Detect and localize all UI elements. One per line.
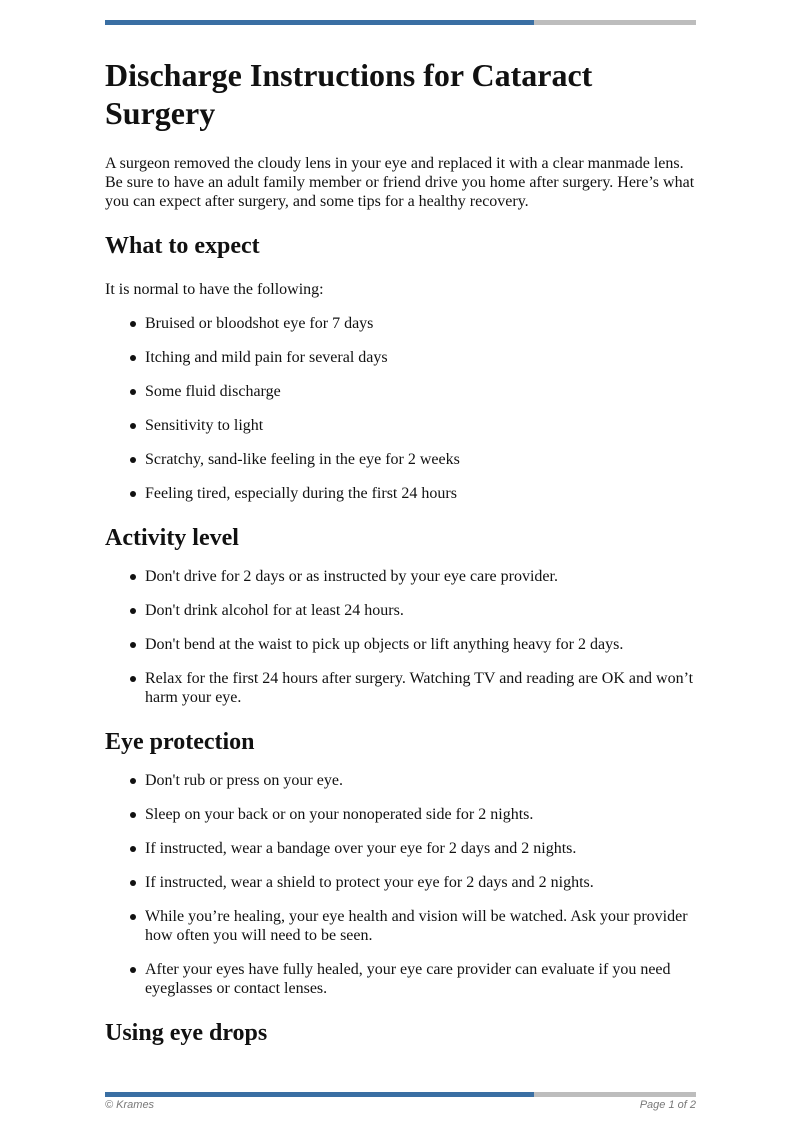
list-item: After your eyes have fully healed, your eye care provider can evaluate if you need eyeglasses or contact lenses. xyxy=(105,960,705,998)
eye-protection-list xyxy=(105,771,705,998)
page-title: Discharge Instructions for Cataract Surgery xyxy=(105,57,593,131)
list-item: Don't bend at the waist to pick up objects or lift anything heavy for 2 days. xyxy=(105,635,705,654)
top-rule-accent xyxy=(105,20,534,25)
list-item: Don't rub or press on your eye. xyxy=(105,771,705,790)
list-item: Sensitivity to light xyxy=(105,416,705,435)
what-to-expect-list xyxy=(105,314,705,503)
bottom-rule xyxy=(105,1092,696,1097)
footer-page-number: Page 1 of 2 xyxy=(639,1099,696,1111)
footer-copyright: © Krames xyxy=(105,1099,155,1111)
list-item: While you’re healing, your eye health and vision will be watched. Ask your provider how often you will need to be seen. xyxy=(105,907,705,945)
list-item: Don't drink alcohol for at least 24 hours. xyxy=(105,601,705,620)
section-heading-activity-level: Activity level xyxy=(105,525,239,551)
activity-level-list xyxy=(105,567,705,707)
list-item: Don't drive for 2 days or as instructed by your eye care provider. xyxy=(105,567,705,586)
top-rule-rest xyxy=(534,20,696,25)
list-item: Some fluid discharge xyxy=(105,382,705,401)
document-body xyxy=(105,56,705,1047)
top-rule xyxy=(105,20,696,25)
list-item: Feeling tired, especially during the first 24 hours xyxy=(105,484,705,503)
section-heading-eye-protection: Eye protection xyxy=(105,729,255,755)
list-item: If instructed, wear a bandage over your eye for 2 days and 2 nights. xyxy=(105,839,705,858)
section-heading-what-to-expect: What to expect xyxy=(105,233,260,259)
list-item: Sleep on your back or on your nonoperated side for 2 nights. xyxy=(105,805,705,824)
list-item: Bruised or bloodshot eye for 7 days xyxy=(105,314,705,333)
section-heading-using-eye-drops: Using eye drops xyxy=(105,1020,268,1046)
list-item: If instructed, wear a shield to protect your eye for 2 days and 2 nights. xyxy=(105,873,705,892)
list-item: Relax for the first 24 hours after surgery. Watching TV and reading are OK and won’t harm your eye. xyxy=(105,669,705,707)
bottom-rule-accent xyxy=(105,1092,534,1097)
what-to-expect-lead: It is normal to have the following: xyxy=(105,281,324,298)
bottom-rule-rest xyxy=(534,1092,696,1097)
intro-paragraph: A surgeon removed the cloudy lens in your eye and replaced it with a clear manmade lens. Be sure to have an adult family member or friend drive you home after surgery. Here’s what you can expect after surgery, and some tips for a healthy recovery. xyxy=(105,155,695,210)
list-item: Scratchy, sand-like feeling in the eye for 2 weeks xyxy=(105,450,705,469)
list-item: Itching and mild pain for several days xyxy=(105,348,705,367)
